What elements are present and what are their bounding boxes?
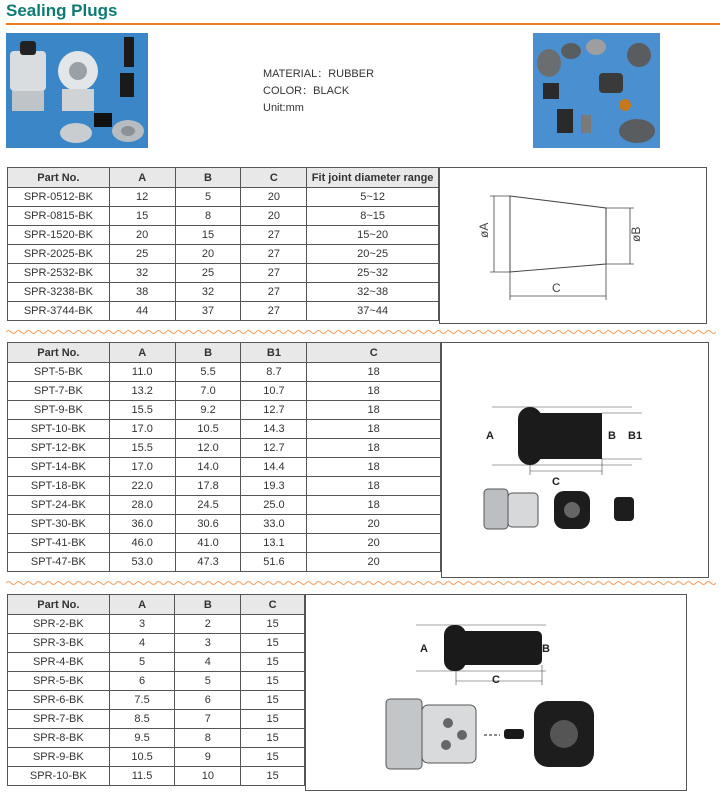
table-row xyxy=(8,458,441,477)
cell-b: 7.0 xyxy=(175,382,241,401)
table-row xyxy=(8,691,305,710)
cell-b: 14.0 xyxy=(175,458,241,477)
cell-c: 15 xyxy=(241,729,305,748)
cell-c: 27 xyxy=(241,302,307,321)
cell-b: 30.6 xyxy=(175,515,241,534)
cell-a: 36.0 xyxy=(109,515,175,534)
cell-range: 15~20 xyxy=(307,226,439,245)
cell-c: 20 xyxy=(307,515,441,534)
cell-part-no: SPT-47-BK xyxy=(8,553,110,572)
product-photo-left xyxy=(6,33,148,148)
cell-b1: 19.3 xyxy=(241,477,307,496)
col-header-c: C xyxy=(307,343,441,363)
cell-c: 20 xyxy=(307,534,441,553)
cell-a: 32 xyxy=(109,264,175,283)
cell-part-no: SPR-1520-BK xyxy=(8,226,110,245)
table-spr-straight xyxy=(7,594,305,786)
cell-b: 47.3 xyxy=(175,553,241,572)
cell-part-no: SPR-2-BK xyxy=(8,615,110,634)
cell-c: 18 xyxy=(307,363,441,382)
cell-c: 18 xyxy=(307,401,441,420)
title-rule xyxy=(6,23,720,25)
cell-c: 18 xyxy=(307,477,441,496)
cell-part-no: SPR-6-BK xyxy=(8,691,110,710)
cell-range: 37~44 xyxy=(307,302,439,321)
cell-a: 7.5 xyxy=(109,691,175,710)
cell-c: 15 xyxy=(241,634,305,653)
table-row xyxy=(8,226,439,245)
cell-part-no: SPT-41-BK xyxy=(8,534,110,553)
cell-a: 44 xyxy=(109,302,175,321)
cell-c: 27 xyxy=(241,264,307,283)
col-header-b: B xyxy=(175,168,241,188)
col-header-part-no: Part No. xyxy=(8,595,110,615)
cell-b: 41.0 xyxy=(175,534,241,553)
cell-c: 18 xyxy=(307,382,441,401)
cell-part-no: SPT-24-BK xyxy=(8,496,110,515)
table-row xyxy=(8,615,305,634)
dim-label-c: C xyxy=(552,476,560,488)
table-header-row xyxy=(8,595,305,615)
table-row xyxy=(8,420,441,439)
cell-part-no: SPR-0815-BK xyxy=(8,207,110,226)
cell-b: 6 xyxy=(175,691,241,710)
cell-c: 15 xyxy=(241,653,305,672)
cell-c: 15 xyxy=(241,615,305,634)
spt-plug-diagram xyxy=(442,343,708,577)
dim-label-b: B xyxy=(608,430,616,442)
cell-b1: 25.0 xyxy=(241,496,307,515)
dim-label-b1: B1 xyxy=(628,430,643,442)
table-row xyxy=(8,245,439,264)
cell-b1: 12.7 xyxy=(241,439,307,458)
cell-a: 6 xyxy=(109,672,175,691)
cell-b: 8 xyxy=(175,729,241,748)
cell-c: 15 xyxy=(241,748,305,767)
cell-a: 17.0 xyxy=(109,458,175,477)
cell-part-no: SPR-10-BK xyxy=(8,767,110,786)
product-photo-right xyxy=(533,33,660,148)
cell-b: 37 xyxy=(175,302,241,321)
cell-b: 2 xyxy=(175,615,241,634)
cell-part-no: SPT-7-BK xyxy=(8,382,110,401)
cell-b1: 14.4 xyxy=(241,458,307,477)
dim-label-a: A xyxy=(420,643,428,655)
cell-a: 15.5 xyxy=(109,401,175,420)
cell-b: 20 xyxy=(175,245,241,264)
table-row xyxy=(8,363,441,382)
col-header-b: B xyxy=(175,595,241,615)
cell-a: 17.0 xyxy=(109,420,175,439)
table-row xyxy=(8,283,439,302)
cell-a: 3 xyxy=(109,615,175,634)
cell-part-no: SPT-18-BK xyxy=(8,477,110,496)
table-row xyxy=(8,653,305,672)
cell-a: 8.5 xyxy=(109,710,175,729)
cell-b: 8 xyxy=(175,207,241,226)
cell-part-no: SPR-9-BK xyxy=(8,748,110,767)
col-header-b1: B1 xyxy=(241,343,307,363)
table-row xyxy=(8,264,439,283)
dim-label-b: B xyxy=(542,643,550,655)
product-photo-right-art xyxy=(533,33,660,148)
cell-part-no: SPR-2025-BK xyxy=(8,245,110,264)
cell-b: 7 xyxy=(175,710,241,729)
col-header-c: C xyxy=(241,168,307,188)
cell-c: 20 xyxy=(241,207,307,226)
cell-a: 5 xyxy=(109,653,175,672)
cell-a: 4 xyxy=(109,634,175,653)
cell-b: 24.5 xyxy=(175,496,241,515)
col-header-c: C xyxy=(241,595,305,615)
cell-b: 25 xyxy=(175,264,241,283)
cell-part-no: SPR-3744-BK xyxy=(8,302,110,321)
cell-b1: 8.7 xyxy=(241,363,307,382)
cell-c: 27 xyxy=(241,245,307,264)
cell-part-no: SPT-5-BK xyxy=(8,363,110,382)
cell-part-no: SPR-3-BK xyxy=(8,634,110,653)
cell-b: 5.5 xyxy=(175,363,241,382)
cell-b: 4 xyxy=(175,653,241,672)
product-photo-left-art xyxy=(6,33,148,148)
dim-label-c: C xyxy=(552,281,561,295)
col-header-a: A xyxy=(109,343,175,363)
table-row xyxy=(8,672,305,691)
table-header-row xyxy=(8,168,439,188)
table-row xyxy=(8,748,305,767)
cell-part-no: SPR-7-BK xyxy=(8,710,110,729)
table-row xyxy=(8,188,439,207)
cell-part-no: SPR-0512-BK xyxy=(8,188,110,207)
cell-c: 18 xyxy=(307,458,441,477)
table-row xyxy=(8,207,439,226)
col-header-part-no: Part No. xyxy=(8,343,110,363)
cell-c: 15 xyxy=(241,710,305,729)
cell-c: 15 xyxy=(241,767,305,786)
cell-c: 20 xyxy=(307,553,441,572)
cell-a: 10.5 xyxy=(109,748,175,767)
cell-a: 11.0 xyxy=(109,363,175,382)
cell-c: 27 xyxy=(241,283,307,302)
dim-label-a: A xyxy=(486,430,494,442)
cell-part-no: SPT-30-BK xyxy=(8,515,110,534)
cell-a: 25 xyxy=(109,245,175,264)
diagram-spt-box xyxy=(441,342,709,578)
table-row xyxy=(8,302,439,321)
cell-b: 15 xyxy=(175,226,241,245)
cell-part-no: SPR-5-BK xyxy=(8,672,110,691)
tapered-plug-diagram xyxy=(440,168,706,323)
table-spr-tapered xyxy=(7,167,439,321)
col-header-a: A xyxy=(109,168,175,188)
cell-range: 25~32 xyxy=(307,264,439,283)
dim-label-a: øA xyxy=(477,222,491,238)
cell-part-no: SPR-8-BK xyxy=(8,729,110,748)
cell-b: 5 xyxy=(175,672,241,691)
table-row xyxy=(8,553,441,572)
page-title: Sealing Plugs xyxy=(6,1,118,20)
cell-range: 20~25 xyxy=(307,245,439,264)
material-info xyxy=(263,66,374,117)
unit-line: Unit:mm xyxy=(263,102,304,114)
col-header-fit-range: Fit joint diameter range xyxy=(307,168,439,188)
cell-c: 18 xyxy=(307,439,441,458)
col-header-b: B xyxy=(175,343,241,363)
cell-part-no: SPR-2532-BK xyxy=(8,264,110,283)
cell-b1: 51.6 xyxy=(241,553,307,572)
cell-a: 28.0 xyxy=(109,496,175,515)
cell-b1: 12.7 xyxy=(241,401,307,420)
cell-b: 10.5 xyxy=(175,420,241,439)
cell-b: 32 xyxy=(175,283,241,302)
cell-a: 15.5 xyxy=(109,439,175,458)
dim-label-b: øB xyxy=(629,226,643,242)
table-row xyxy=(8,729,305,748)
cell-b: 9.2 xyxy=(175,401,241,420)
cell-range: 32~38 xyxy=(307,283,439,302)
table-spt-plugs xyxy=(7,342,441,572)
table-row xyxy=(8,401,441,420)
cell-a: 15 xyxy=(109,207,175,226)
cell-b: 10 xyxy=(175,767,241,786)
color-line: COLOR：BLACK xyxy=(263,85,350,97)
table-row xyxy=(8,382,441,401)
cell-a: 13.2 xyxy=(109,382,175,401)
table-row xyxy=(8,710,305,729)
cell-range: 5~12 xyxy=(307,188,439,207)
cell-b: 5 xyxy=(175,188,241,207)
cell-c: 18 xyxy=(307,496,441,515)
diagram-spr-straight-box xyxy=(305,594,687,791)
section-divider-1 xyxy=(6,329,716,335)
cell-a: 9.5 xyxy=(109,729,175,748)
cell-a: 53.0 xyxy=(109,553,175,572)
cell-c: 15 xyxy=(241,672,305,691)
table-row xyxy=(8,439,441,458)
dim-label-c: C xyxy=(492,674,500,686)
cell-part-no: SPR-3238-BK xyxy=(8,283,110,302)
cell-b1: 13.1 xyxy=(241,534,307,553)
cell-part-no: SPT-12-BK xyxy=(8,439,110,458)
cell-a: 22.0 xyxy=(109,477,175,496)
table-header-row xyxy=(8,343,441,363)
cell-c: 15 xyxy=(241,691,305,710)
cell-c: 20 xyxy=(241,188,307,207)
cell-a: 12 xyxy=(109,188,175,207)
cell-b: 3 xyxy=(175,634,241,653)
straight-plug-diagram xyxy=(306,595,686,790)
cell-part-no: SPT-14-BK xyxy=(8,458,110,477)
cell-c: 18 xyxy=(307,420,441,439)
table-row xyxy=(8,496,441,515)
cell-b: 9 xyxy=(175,748,241,767)
cell-b1: 10.7 xyxy=(241,382,307,401)
table-row xyxy=(8,634,305,653)
cell-part-no: SPT-10-BK xyxy=(8,420,110,439)
cell-range: 8~15 xyxy=(307,207,439,226)
cell-a: 46.0 xyxy=(109,534,175,553)
cell-a: 11.5 xyxy=(109,767,175,786)
cell-part-no: SPR-4-BK xyxy=(8,653,110,672)
col-header-a: A xyxy=(109,595,175,615)
table-row xyxy=(8,767,305,786)
cell-b1: 14.3 xyxy=(241,420,307,439)
cell-b: 12.0 xyxy=(175,439,241,458)
table-row xyxy=(8,534,441,553)
col-header-part-no: Part No. xyxy=(8,168,110,188)
diagram-spr-tapered-box xyxy=(439,167,707,324)
cell-b1: 33.0 xyxy=(241,515,307,534)
material-line: MATERIAL：RUBBER xyxy=(263,68,375,80)
cell-b: 17.8 xyxy=(175,477,241,496)
table-row xyxy=(8,477,441,496)
cell-c: 27 xyxy=(241,226,307,245)
cell-part-no: SPT-9-BK xyxy=(8,401,110,420)
cell-a: 38 xyxy=(109,283,175,302)
cell-a: 20 xyxy=(109,226,175,245)
section-divider-2 xyxy=(6,580,716,586)
table-row xyxy=(8,515,441,534)
